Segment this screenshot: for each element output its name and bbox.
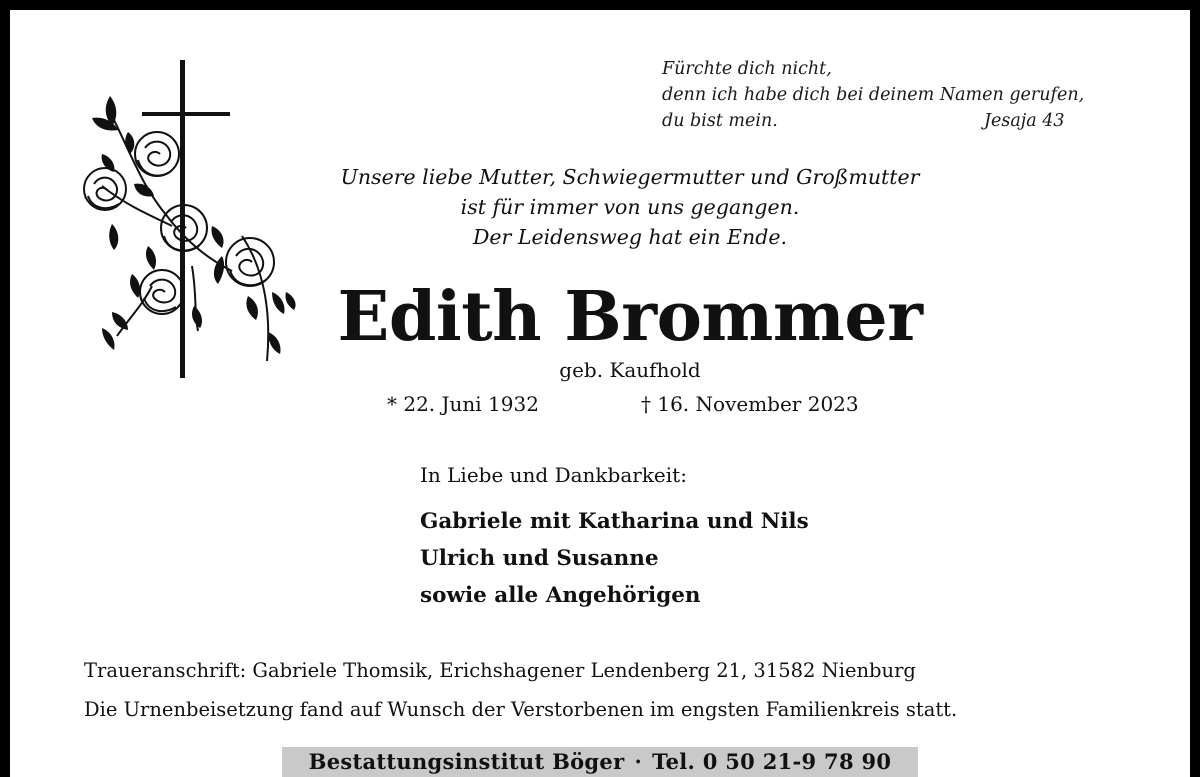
mourning-address: Traueranschrift: Gabriele Thomsik, Erichshagener Lendenberg 21, 31582 Nienburg xyxy=(84,659,916,682)
funeral-home-phone: Tel. 0 50 21-9 78 90 xyxy=(652,749,892,774)
mourner-line: Ulrich und Susanne xyxy=(420,546,659,571)
mourners-list xyxy=(420,503,809,614)
intro-line: Der Leidensweg hat ein Ende. xyxy=(472,225,787,249)
footer-separator: · xyxy=(634,749,643,774)
mourners-intro: In Liebe und Dankbarkeit: xyxy=(420,463,687,487)
burial-notice: Die Urnenbeisetzung fand auf Wunsch der Verstorbenen im engsten Familienkreis statt. xyxy=(84,698,958,721)
bible-quote xyxy=(662,56,1142,134)
intro-line: ist für immer von uns gegangen. xyxy=(460,195,800,219)
deceased-name: Edith Brommer xyxy=(337,277,923,357)
funeral-home-banner xyxy=(282,747,918,777)
death-date: † 16. November 2023 xyxy=(641,392,859,416)
quote-source: Jesaja 43 xyxy=(984,111,1065,131)
quote-line: Fürchte dich nicht, xyxy=(662,59,832,79)
mourner-line: sowie alle Angehörigen xyxy=(420,583,701,608)
mourner-line: Gabriele mit Katharina und Nils xyxy=(420,509,809,534)
intro-line: Unsere liebe Mutter, Schwiegermutter und Großmutter xyxy=(340,165,920,189)
intro-text xyxy=(260,162,1000,252)
quote-line: denn ich habe dich bei deinem Namen gerufen, xyxy=(662,85,1085,105)
birth-date: * 22. Juni 1932 xyxy=(387,392,539,416)
birth-name: geb. Kaufhold xyxy=(559,358,701,382)
funeral-home-name: Bestattungsinstitut Böger xyxy=(308,749,625,774)
quote-line: du bist mein. xyxy=(662,111,778,131)
